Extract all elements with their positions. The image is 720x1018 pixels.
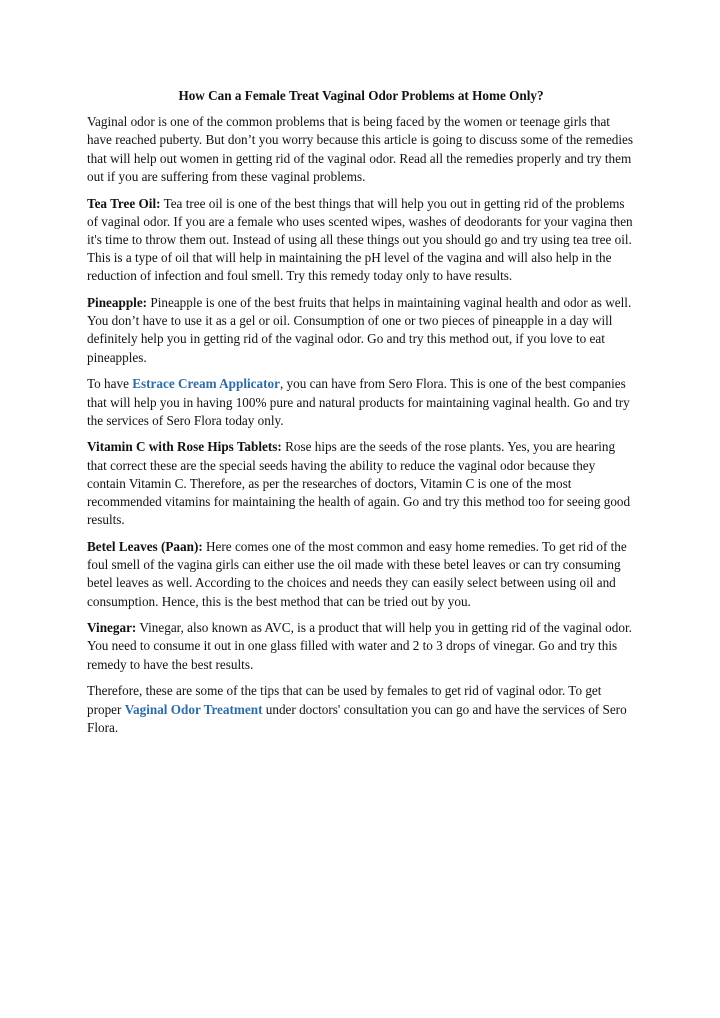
- document-title: How Can a Female Treat Vaginal Odor Problems at Home Only?: [178, 88, 544, 103]
- vitamin-c-label: Vitamin C with Rose Hips Tablets:: [87, 439, 282, 455]
- betel-leaves-paragraph: [87, 538, 635, 611]
- conclusion-text-before: Therefore, these are some of the tips that can be used by females to get rid of vaginal odor. To get proper: [87, 683, 602, 717]
- vinegar-text: Vinegar, also known as AVC, is a product that will help you in getting rid of the vaginal odor. You need to consume it out in one glass filled with water and 2 to 3 drops of vinegar. Go and try this remedy to have the best results.: [87, 620, 632, 672]
- vinegar-paragraph: [87, 619, 635, 674]
- estrace-text-before: To have: [87, 376, 133, 392]
- tea-tree-paragraph: [87, 195, 635, 286]
- vitamin-c-paragraph: [87, 438, 635, 529]
- vaginal-odor-treatment-link[interactable]: Vaginal Odor Treatment: [124, 701, 263, 717]
- vitamin-c-text: Rose hips are the seeds of the rose plants. Yes, you are hearing that correct these are the special seeds having the ability to reduce the vaginal odor because they contain Vitamin C. Therefore, as per the researches of doctors, Vitamin C is one of the most recommended vitamins for maintaining the health of again. Go and try this method too for seeing good results.: [87, 439, 631, 528]
- pineapple-paragraph: [87, 294, 635, 367]
- pineapple-text: Pineapple is one of the best fruits that helps in maintaining vaginal health and odor as well. You don’t have to use it as a gel or oil. Consumption of one or two pieces of pineapple in a day will definitely help you in getting rid of the vaginal odor. Go and try this method out, if you love to eat pineapples.: [87, 295, 632, 365]
- tea-tree-label: Tea Tree Oil:: [87, 195, 161, 211]
- intro-paragraph: Vaginal odor is one of the common problems that is being faced by the women or teenage girls that have reached puberty. But don’t you worry because this article is going to discuss some of the remedies that will help out women in getting rid of the vaginal odor. Read all the remedies properly and try them out if you are suffering from these vaginal problems.: [87, 114, 634, 184]
- tea-tree-text: Tea tree oil is one of the best things that will help you out in getting rid of the problems of vaginal odor. If you are a female who uses scented wipes, washes of deodorants for your vagina then it's time to throw them out. Instead of using all these things out you should go and try using tea tree oil. This is a type of oil that will help in maintaining the pH level of the vagina and will also help in the reduction of infection and foul smell. Try this remedy today only to have results.: [87, 195, 633, 284]
- document-page: [87, 87, 635, 746]
- conclusion-paragraph: [87, 682, 635, 737]
- vinegar-label: Vinegar:: [87, 620, 137, 636]
- estrace-cream-applicator-link[interactable]: Estrace Cream Applicator: [132, 376, 280, 392]
- conclusion-text-after: under doctors' consultation you can go and have the services of Sero Flora.: [87, 701, 627, 735]
- estrace-text-after: , you can have from Sero Flora. This is one of the best companies that will help you in having 100% pure and natural products for maintaining vaginal health. Go and try the services of Sero Flora today only.: [87, 376, 630, 428]
- estrace-paragraph: [87, 375, 635, 430]
- betel-leaves-text: Here comes one of the most common and easy home remedies. To get rid of the foul smell of the vagina girls can either use the oil made with these betel leaves or can try consuming betel leaves as well. According to the choices and needs they can easily select between using oil and consumption. Hence, this is the best method that can be tried out by you.: [87, 538, 627, 609]
- pineapple-label: Pineapple:: [87, 295, 148, 311]
- betel-leaves-label: Betel Leaves (Paan):: [87, 538, 203, 554]
